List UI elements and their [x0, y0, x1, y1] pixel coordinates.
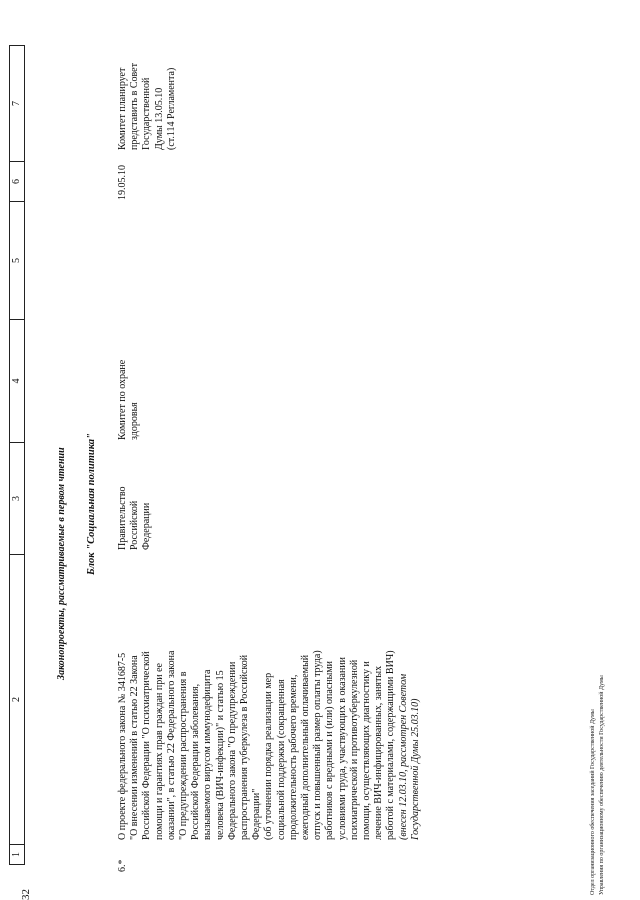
section-title: Законопроекты, рассматриваемые в первом чтении [56, 447, 67, 680]
bill-description-line: Федерального закона "О предупреждении [226, 661, 238, 840]
bill-description-line: человека (ВИЧ-инфекции)" и статью 15 [214, 670, 226, 840]
header-cell-7: 7 [11, 101, 22, 106]
bill-description-line: помощи, осуществляющих диагностику и [361, 661, 373, 840]
header-cell-1: 1 [10, 844, 24, 864]
bill-description-line: Российской Федерации "О психиатрической [141, 651, 153, 840]
bill-description-line: психиатрической и противотуберкулезной [348, 659, 360, 840]
date-value: 19.05.10 [117, 165, 128, 200]
initiator-line: Правительство [117, 486, 128, 550]
row-number: 6.* [117, 859, 128, 872]
bill-description-line: "О предупреждении распространения в [178, 671, 190, 840]
bill-description-line: условиями труда, участвующих в оказании [336, 656, 348, 840]
bill-description-line: (об уточнении порядка реализации мер [263, 672, 275, 840]
header-cell-4: 4 [10, 319, 24, 442]
note-line: Думы 13.05.10 [153, 87, 165, 150]
header-cell-5: 5 [10, 201, 24, 319]
bill-description-line: распространения туберкулеза в Российской [239, 654, 251, 840]
bill-description-line: работников с вредными и (или) опасными [324, 660, 336, 840]
committee-cell [117, 325, 141, 440]
bill-description-line: лечение ВИЧ-инфицированных, занятых [373, 665, 385, 840]
bill-description-line: "О внесении изменений в статью 22 Закона [129, 655, 141, 840]
bill-description-line: вызываемого вирусом иммунодефицита [202, 669, 214, 840]
bill-description-line: О проекте федерального закона № 341687-5 [117, 652, 128, 840]
table-header-row [9, 45, 25, 865]
committee-line: здоровья [129, 402, 141, 440]
bill-description-line: оказании", в статью 22 Федерального закона [165, 650, 177, 840]
initiator-line: Федерации [141, 502, 153, 550]
bill-description-line: Российской Федерации заболевания, [190, 683, 202, 840]
bill-submission-note: (внесен 12.03.10, рассмотрен Советом [397, 673, 409, 840]
bill-description-line: продолжительность рабочего времени, [287, 674, 299, 840]
note-cell [117, 45, 178, 150]
bill-description [117, 580, 422, 840]
bill-description-line: работой с материалами, содержащими ВИЧ) [385, 650, 397, 840]
bill-description-line: ежегодный дополнительный оплачиваемый [300, 654, 312, 840]
header-cell-3: 3 [10, 442, 24, 554]
bill-description-line: помощи и гарантиях прав граждан при ее [153, 663, 165, 840]
header-cell-2: 2 [10, 554, 24, 844]
page-number: 32 [20, 889, 32, 900]
footer-line: Управления по организационному обеспечению деятельности Государственной Думы [599, 675, 605, 895]
date-cell [117, 155, 129, 200]
bill-description-line: отпуск и повышенный размер оплаты труда) [312, 650, 324, 840]
note-line: Государственной [141, 77, 153, 150]
bill-description-line: Федерации" [251, 788, 263, 840]
block-title: Блок "Социальная политика" [86, 433, 97, 575]
header-cell-6: 6 [10, 161, 24, 201]
note-line: представить в Совет [129, 63, 141, 150]
initiator-cell [117, 450, 154, 550]
bill-submission-note: Государственной Думы 25.03.10) [409, 698, 421, 840]
committee-line: Комитет по охране [117, 359, 128, 440]
footer-line: Отдел организационного обеспечения заседаний Государственной Думы [590, 709, 596, 895]
bill-description-line: социальной поддержки (сокращенная [275, 679, 287, 840]
note-line: (ст.114 Регламента) [165, 67, 177, 150]
initiator-line: Российской [129, 500, 141, 550]
note-line: Комитет планирует [117, 67, 128, 150]
